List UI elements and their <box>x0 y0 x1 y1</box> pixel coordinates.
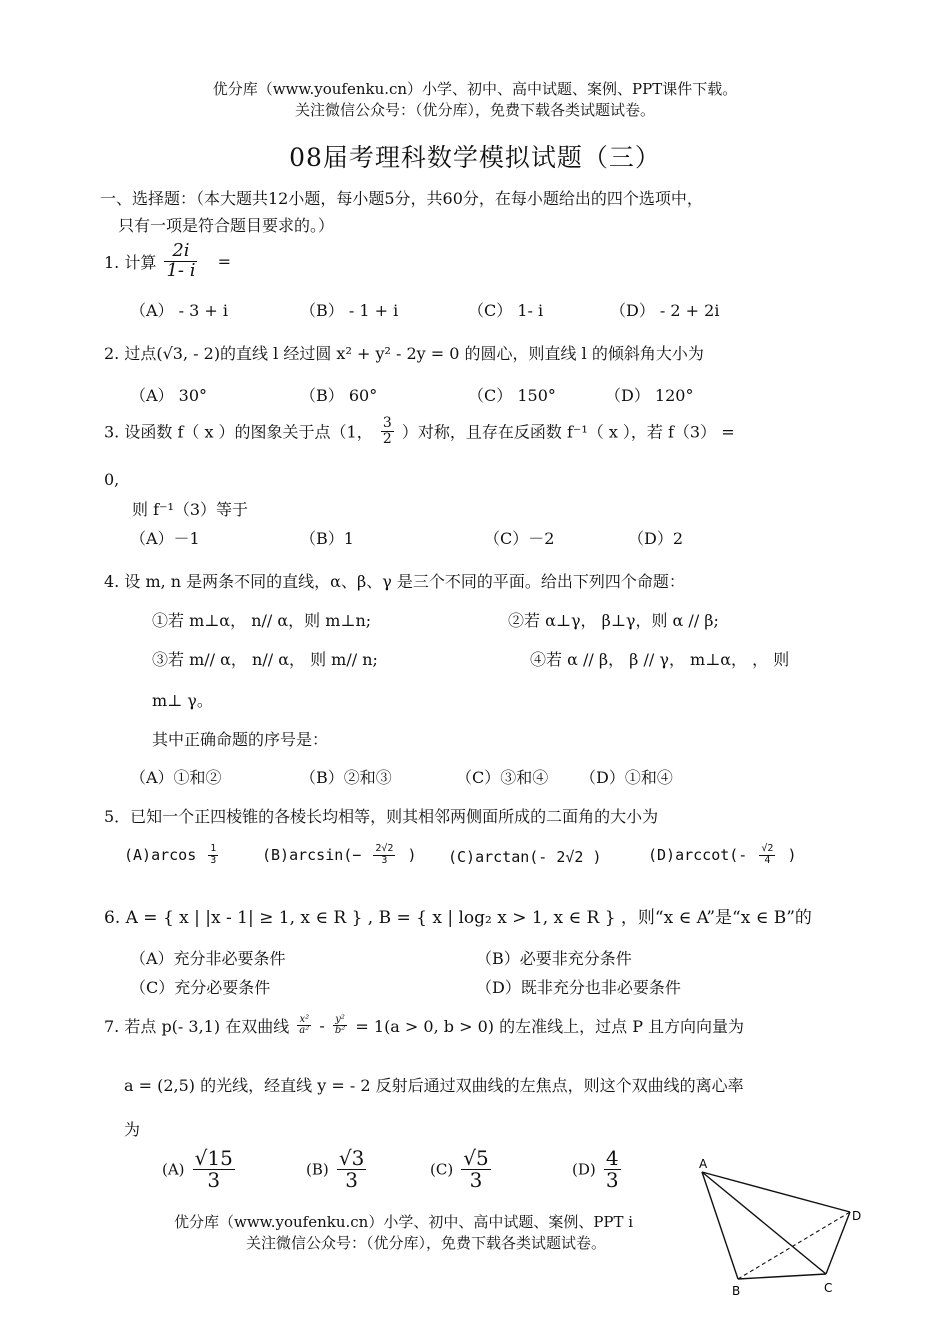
q7-f2-den: b² <box>334 1025 346 1036</box>
header-line-2: 关注微信公众号：（优分库），免费下载各类试题试卷。 <box>294 101 655 119</box>
edge-bd-hidden <box>738 1212 850 1279</box>
question-2: 2. 过点(√3, - 2)的直线 l 经过圆 x² + y² - 2y = 0 的圆心，则直线 l 的倾斜角大小为 <box>104 344 704 363</box>
q4-proposition-2: ②若 α⊥γ， β⊥γ，则 α // β; <box>508 611 719 630</box>
q7-option-c <box>430 1148 494 1191</box>
q5-option-b-end: ) <box>407 846 417 864</box>
q7-f2-num: y² <box>333 1015 347 1027</box>
q7-a-label: (A) <box>162 1160 185 1179</box>
q7-c-fraction <box>461 1148 490 1191</box>
q5-option-d <box>648 844 796 866</box>
q5-option-b-fraction <box>373 844 395 866</box>
q5-option-d-end: ) <box>787 846 797 864</box>
q5-option-d-text: (D)arccot(- <box>648 846 748 864</box>
q7-c-label: (C) <box>430 1160 454 1179</box>
q1-numerator: 2i <box>164 242 197 262</box>
edge-ad <box>702 1172 850 1212</box>
q7-f1-den: a² <box>299 1025 310 1036</box>
q6-option-b: （B）必要非充分条件 <box>476 949 632 968</box>
q3-option-b: （B）1 <box>300 529 354 548</box>
q2-option-c: （C） 150° <box>468 386 556 405</box>
q3-option-a: （A）－1 <box>130 529 200 548</box>
q3-part-2: ）对称，且存在反函数 f⁻¹（ x ），若 f（3） = <box>401 422 735 442</box>
q3-line-3: 则 f⁻¹（3）等于 <box>132 500 249 519</box>
question-7 <box>104 1014 744 1037</box>
question-1 <box>104 242 231 281</box>
q4-option-d: （D）①和④ <box>580 768 673 787</box>
q7-d-den: 3 <box>605 1168 619 1192</box>
q5-option-d-fraction <box>759 844 775 866</box>
q4-option-b: （B）②和③ <box>300 768 392 787</box>
q7-d-label: (D) <box>572 1160 596 1179</box>
q2-option-a: （A） 30° <box>130 386 208 405</box>
vertex-label-b: B <box>732 1284 741 1298</box>
q3-line-2: 0, <box>104 470 120 489</box>
tetrahedron-figure <box>688 1152 862 1298</box>
q7-part-1: 7. 若点 p(- 3,1) 在双曲线 <box>104 1017 290 1036</box>
q7-b-fraction <box>337 1148 366 1191</box>
q5-option-a <box>124 844 221 866</box>
q7-b-num: √3 <box>338 1146 365 1170</box>
q7-option-d <box>572 1148 624 1191</box>
q7-b-den: 3 <box>345 1168 358 1192</box>
q4-proposition-3: ③若 m// α， n// α， 则 m// n; <box>152 650 378 669</box>
q4-proposition-4: ④若 α // β， β // γ， m⊥α， ， 则 <box>530 650 790 669</box>
edge-bc <box>738 1274 826 1279</box>
vertex-label-c: C <box>824 1281 833 1295</box>
q7-option-b <box>306 1148 369 1191</box>
edge-ac <box>702 1172 826 1274</box>
q4-proposition-4-cont: m⊥ γ。 <box>152 691 213 710</box>
q5-option-b-text: (B)arcsin(− <box>262 846 362 864</box>
q4-option-a: （A）①和② <box>130 768 222 787</box>
edge-cd <box>826 1212 850 1274</box>
q3-denominator: 2 <box>382 430 392 447</box>
q4-question: 其中正确命题的序号是： <box>152 730 329 749</box>
q7-b-label: (B) <box>306 1160 329 1179</box>
q7-a-fraction <box>193 1148 235 1191</box>
q3-option-c: （C）－2 <box>484 529 555 548</box>
vertex-label-d: D <box>852 1209 862 1223</box>
q3-fraction <box>381 416 394 446</box>
q7-a-den: 3 <box>207 1168 221 1192</box>
q1-option-a: （A） - 3 + i <box>130 301 229 320</box>
q1-denominator: 1- i <box>166 259 196 281</box>
page-title: 08届考理科数学模拟试题（三） <box>289 143 661 172</box>
q5-d-num: √2 <box>761 843 774 854</box>
q1-fraction <box>164 242 197 281</box>
question-6: 6. A = { x | |x - 1| ≥ 1, x ∈ R } , B = { x | log₂ x > 1, x ∈ R } ，则“x ∈ A”是“x ∈ B”的 <box>104 908 812 928</box>
q7-a-num: √15 <box>194 1146 233 1170</box>
q7-d-num: 4 <box>605 1146 619 1170</box>
q5-a-num: 1 <box>210 843 217 854</box>
question-5: 5．已知一个正四棱锥的各棱长均相等，则其相邻两侧面所成的二面角的大小为 <box>104 807 659 826</box>
q7-line-2: a = (2,5) 的光线，经直线 y = - 2 反射后通过双曲线的左焦点，则这个双曲线的离心率 <box>124 1076 744 1095</box>
q7-c-den: 3 <box>469 1168 483 1192</box>
q5-b-den: 3 <box>381 854 388 866</box>
q2-option-b: （B） 60° <box>300 386 378 405</box>
q5-option-b <box>262 844 417 866</box>
q5-option-c: (C)arctan(- 2√2 ) <box>448 848 602 866</box>
q7-part-2: = 1(a > 0, b > 0) 的左准线上，过点 P 且方向向量为 <box>355 1017 745 1036</box>
q6-option-a: （A）充分非必要条件 <box>130 949 286 968</box>
q1-suffix: = <box>217 251 231 271</box>
question-3 <box>104 416 735 446</box>
q7-minus: - <box>319 1016 325 1035</box>
q7-fraction-y <box>333 1015 347 1037</box>
q6-option-d: （D）既非充分也非必要条件 <box>476 978 681 997</box>
edge-ab <box>702 1172 738 1279</box>
question-4: 4. 设 m, n 是两条不同的直线，α、β、γ 是三个不同的平面。给出下列四个命题： <box>104 572 685 591</box>
q4-proposition-1: ①若 m⊥α， n// α，则 m⊥n; <box>152 611 372 630</box>
q7-c-num: √5 <box>463 1146 489 1170</box>
q7-f1-num: x² <box>297 1015 311 1027</box>
q7-fraction-x <box>297 1015 311 1037</box>
q7-d-fraction <box>604 1148 621 1191</box>
q6-option-c: （C）充分必要条件 <box>130 978 271 997</box>
q1-option-c: （C） 1- i <box>468 301 544 320</box>
q3-numerator: 3 <box>382 415 392 431</box>
q3-part-1: 3. 设函数 f（ x ）的图象关于点（1， <box>104 422 373 442</box>
q2-option-d: （D） 120° <box>605 386 694 405</box>
footer-line-1: 优分库（www.youfenku.cn）小学、初中、高中试题、案例、PPT i <box>174 1213 634 1231</box>
q7-option-a <box>162 1148 238 1191</box>
footer-line-2: 关注微信公众号：（优分库），免费下载各类试题试卷。 <box>246 1234 607 1252</box>
q4-option-c: （C）③和④ <box>456 768 549 787</box>
q5-a-den: 3 <box>210 854 217 866</box>
q3-option-d: （D）2 <box>628 529 684 548</box>
section-instructions-line-2: 只有一项是符合题目要求的。） <box>118 216 335 235</box>
q1-prefix: 1. 计算 <box>104 252 157 272</box>
q5-option-a-text: (A)arcos <box>124 846 197 864</box>
q5-b-num: 2√2 <box>375 843 394 854</box>
q1-option-d: （D） - 2 + 2i <box>610 301 720 320</box>
header-line-1: 优分库（www.youfenku.cn）小学、初中、高中试题、案例、PPT课件下载。 <box>212 80 738 98</box>
vertex-label-a: A <box>699 1157 708 1171</box>
q5-d-den: 4 <box>764 854 771 866</box>
section-instructions-line-1: 一、选择题：（本大题共12小题，每小题5分，共60分，在每小题给出的四个选项中， <box>100 189 703 208</box>
q1-option-b: （B） - 1 + i <box>300 301 399 320</box>
q7-line-3: 为 <box>124 1120 141 1139</box>
q5-option-a-fraction <box>208 844 218 866</box>
